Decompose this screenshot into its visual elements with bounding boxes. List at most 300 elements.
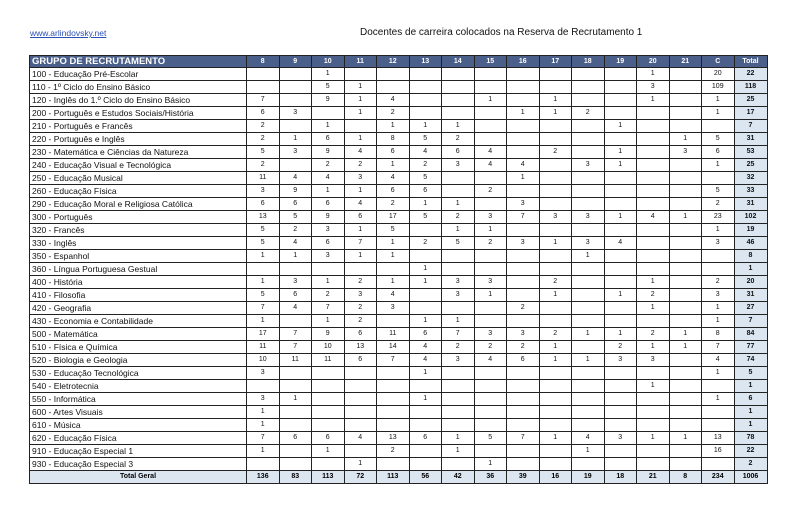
count-cell: 1 <box>637 276 670 289</box>
count-cell: 6 <box>702 146 735 159</box>
count-cell <box>377 419 410 432</box>
count-cell: 3 <box>637 354 670 367</box>
table-row <box>30 276 768 289</box>
count-cell <box>572 367 605 380</box>
count-cell: 1 <box>474 458 507 471</box>
count-cell: 1 <box>669 211 702 224</box>
count-cell: 2 <box>604 341 637 354</box>
count-cell: 3 <box>312 250 345 263</box>
count-cell: 9 <box>279 185 312 198</box>
column-header: 21 <box>669 56 702 68</box>
count-cell: 1 <box>279 250 312 263</box>
column-total-cell: 136 <box>247 471 280 484</box>
count-cell <box>637 315 670 328</box>
count-cell: 1 <box>312 120 345 133</box>
count-cell <box>474 315 507 328</box>
count-cell: 1 <box>409 198 442 211</box>
count-cell: 4 <box>344 146 377 159</box>
count-cell <box>637 224 670 237</box>
count-cell: 5 <box>474 432 507 445</box>
count-cell <box>669 237 702 250</box>
count-cell: 2 <box>539 328 572 341</box>
count-cell <box>474 107 507 120</box>
count-cell <box>637 367 670 380</box>
group-name-cell: 510 - Física e Química <box>30 341 247 354</box>
row-total-cell: 19 <box>734 224 767 237</box>
count-cell: 1 <box>702 315 735 328</box>
row-total-cell: 33 <box>734 185 767 198</box>
count-cell <box>669 354 702 367</box>
count-cell <box>637 250 670 263</box>
count-cell: 9 <box>312 94 345 107</box>
count-cell: 5 <box>279 211 312 224</box>
count-cell: 3 <box>669 146 702 159</box>
count-cell: 1 <box>669 328 702 341</box>
count-cell: 1 <box>247 419 280 432</box>
count-cell <box>702 172 735 185</box>
count-cell: 7 <box>279 341 312 354</box>
count-cell <box>572 198 605 211</box>
count-cell <box>669 367 702 380</box>
count-cell <box>669 445 702 458</box>
table-row <box>30 354 768 367</box>
count-cell: 13 <box>344 341 377 354</box>
count-cell: 1 <box>344 224 377 237</box>
table-row <box>30 393 768 406</box>
column-total-cell: 16 <box>539 471 572 484</box>
count-cell <box>279 406 312 419</box>
count-cell: 9 <box>312 211 345 224</box>
count-cell: 1 <box>637 94 670 107</box>
count-cell: 10 <box>312 341 345 354</box>
count-cell <box>474 172 507 185</box>
count-cell: 14 <box>377 341 410 354</box>
count-cell: 4 <box>702 354 735 367</box>
count-cell <box>669 120 702 133</box>
count-cell <box>507 289 540 302</box>
count-cell <box>539 302 572 315</box>
column-total-cell: 21 <box>637 471 670 484</box>
count-cell: 2 <box>247 133 280 146</box>
count-cell: 2 <box>442 133 475 146</box>
count-cell: 1 <box>344 250 377 263</box>
count-cell <box>474 302 507 315</box>
count-cell <box>344 68 377 81</box>
count-cell <box>637 445 670 458</box>
count-cell <box>377 406 410 419</box>
group-name-cell: 360 - Língua Portuguesa Gestual <box>30 263 247 276</box>
count-cell <box>637 185 670 198</box>
count-cell <box>507 120 540 133</box>
group-name-cell: 930 - Educação Especial 3 <box>30 458 247 471</box>
count-cell <box>442 263 475 276</box>
count-cell <box>572 94 605 107</box>
count-cell: 7 <box>507 432 540 445</box>
count-cell <box>669 107 702 120</box>
count-cell: 1 <box>442 445 475 458</box>
count-cell: 11 <box>247 172 280 185</box>
count-cell: 6 <box>279 432 312 445</box>
count-cell <box>409 380 442 393</box>
count-cell <box>669 406 702 419</box>
column-total-cell: 83 <box>279 471 312 484</box>
count-cell: 4 <box>377 172 410 185</box>
group-name-cell: 200 - Português e Estudos Sociais/História <box>30 107 247 120</box>
row-total-cell: 1 <box>734 380 767 393</box>
count-cell <box>539 185 572 198</box>
count-cell: 1 <box>539 107 572 120</box>
count-cell: 6 <box>312 432 345 445</box>
count-cell <box>409 445 442 458</box>
count-cell <box>409 94 442 107</box>
count-cell: 6 <box>377 185 410 198</box>
count-cell: 5 <box>409 211 442 224</box>
group-name-cell: 100 - Educação Pré-Escolar <box>30 68 247 81</box>
count-cell <box>702 250 735 263</box>
count-cell <box>539 159 572 172</box>
count-cell <box>669 81 702 94</box>
count-cell: 1 <box>702 159 735 172</box>
table-row <box>30 159 768 172</box>
count-cell <box>474 133 507 146</box>
count-cell: 2 <box>702 276 735 289</box>
group-name-cell: 400 - História <box>30 276 247 289</box>
website-link[interactable]: www.arlindovsky.net <box>30 28 107 38</box>
count-cell <box>604 94 637 107</box>
count-cell: 3 <box>247 367 280 380</box>
row-total-cell: 25 <box>734 94 767 107</box>
count-cell <box>279 68 312 81</box>
group-name-cell: 610 - Música <box>30 419 247 432</box>
count-cell: 2 <box>377 445 410 458</box>
group-name-cell: 550 - Informática <box>30 393 247 406</box>
count-cell: 6 <box>344 211 377 224</box>
count-cell: 5 <box>702 185 735 198</box>
row-total-cell: 20 <box>734 276 767 289</box>
count-cell: 6 <box>344 328 377 341</box>
table-row <box>30 341 768 354</box>
count-cell: 5 <box>409 133 442 146</box>
table-row <box>30 328 768 341</box>
count-cell <box>637 146 670 159</box>
count-cell <box>637 120 670 133</box>
count-cell <box>702 458 735 471</box>
count-cell: 4 <box>409 146 442 159</box>
table-row <box>30 120 768 133</box>
count-cell <box>539 315 572 328</box>
count-cell: 3 <box>442 289 475 302</box>
column-header: 16 <box>507 56 540 68</box>
count-cell <box>572 302 605 315</box>
count-cell: 1 <box>377 120 410 133</box>
count-cell <box>669 68 702 81</box>
count-cell <box>669 302 702 315</box>
count-cell <box>312 107 345 120</box>
group-name-cell: 110 - 1º Ciclo do Ensino Básico <box>30 81 247 94</box>
count-cell <box>409 81 442 94</box>
count-cell: 6 <box>247 198 280 211</box>
count-cell <box>572 81 605 94</box>
count-cell: 1 <box>702 107 735 120</box>
count-cell <box>377 380 410 393</box>
count-cell <box>669 276 702 289</box>
count-cell <box>604 445 637 458</box>
count-cell <box>604 458 637 471</box>
count-cell: 6 <box>344 354 377 367</box>
count-cell <box>604 250 637 263</box>
count-cell: 1 <box>247 276 280 289</box>
row-total-cell: 22 <box>734 445 767 458</box>
count-cell: 1 <box>702 367 735 380</box>
count-cell: 3 <box>474 328 507 341</box>
count-cell <box>669 198 702 211</box>
count-cell <box>409 419 442 432</box>
total-row <box>30 471 768 484</box>
table-row <box>30 315 768 328</box>
count-cell <box>507 406 540 419</box>
count-cell: 11 <box>377 328 410 341</box>
count-cell: 1 <box>442 198 475 211</box>
count-cell: 3 <box>507 328 540 341</box>
count-cell <box>377 263 410 276</box>
count-cell <box>247 380 280 393</box>
count-cell: 4 <box>377 289 410 302</box>
count-cell: 1 <box>474 289 507 302</box>
count-cell: 4 <box>507 159 540 172</box>
count-cell: 2 <box>507 302 540 315</box>
count-cell <box>539 120 572 133</box>
count-cell <box>247 263 280 276</box>
count-cell <box>539 68 572 81</box>
count-cell: 1 <box>442 315 475 328</box>
column-header: 8 <box>247 56 280 68</box>
count-cell <box>409 302 442 315</box>
row-total-cell: 53 <box>734 146 767 159</box>
count-cell <box>344 393 377 406</box>
table-row <box>30 263 768 276</box>
count-cell: 1 <box>604 146 637 159</box>
row-total-cell: 1 <box>734 419 767 432</box>
column-header: 14 <box>442 56 475 68</box>
count-cell: 9 <box>312 328 345 341</box>
group-name-cell: 330 - Inglês <box>30 237 247 250</box>
count-cell <box>377 458 410 471</box>
count-cell: 7 <box>442 328 475 341</box>
count-cell <box>247 81 280 94</box>
group-name-cell: 230 - Matemática e Ciências da Natureza <box>30 146 247 159</box>
count-cell <box>702 120 735 133</box>
count-cell <box>669 185 702 198</box>
column-total-cell: 72 <box>344 471 377 484</box>
count-cell <box>604 81 637 94</box>
count-cell: 8 <box>377 133 410 146</box>
row-total-cell: 1 <box>734 406 767 419</box>
count-cell: 5 <box>377 224 410 237</box>
count-cell: 3 <box>344 172 377 185</box>
count-cell: 7 <box>702 341 735 354</box>
count-cell: 1 <box>669 133 702 146</box>
count-cell: 1 <box>539 432 572 445</box>
table-row <box>30 406 768 419</box>
count-cell <box>539 445 572 458</box>
count-cell <box>702 263 735 276</box>
count-cell: 4 <box>604 237 637 250</box>
column-total-cell: 234 <box>702 471 735 484</box>
count-cell <box>442 94 475 107</box>
count-cell <box>474 419 507 432</box>
count-cell <box>539 419 572 432</box>
column-total-cell: 113 <box>377 471 410 484</box>
count-cell: 109 <box>702 81 735 94</box>
count-cell: 3 <box>604 354 637 367</box>
count-cell: 1 <box>247 315 280 328</box>
count-cell: 2 <box>702 198 735 211</box>
count-cell: 20 <box>702 68 735 81</box>
count-cell: 6 <box>507 354 540 367</box>
count-cell: 1 <box>474 94 507 107</box>
count-cell <box>572 393 605 406</box>
count-cell: 3 <box>279 276 312 289</box>
count-cell: 6 <box>409 185 442 198</box>
table-row <box>30 211 768 224</box>
count-cell <box>474 68 507 81</box>
count-cell: 5 <box>409 172 442 185</box>
count-cell <box>572 419 605 432</box>
count-cell: 1 <box>442 120 475 133</box>
count-cell: 4 <box>377 94 410 107</box>
count-cell <box>279 159 312 172</box>
count-cell <box>637 198 670 211</box>
count-cell <box>637 237 670 250</box>
row-total-cell: 118 <box>734 81 767 94</box>
count-cell <box>637 458 670 471</box>
count-cell: 1 <box>539 354 572 367</box>
count-cell <box>572 146 605 159</box>
row-total-cell: 46 <box>734 237 767 250</box>
count-cell <box>604 406 637 419</box>
count-cell <box>312 458 345 471</box>
row-total-cell: 74 <box>734 354 767 367</box>
count-cell: 1 <box>409 276 442 289</box>
count-cell: 2 <box>377 198 410 211</box>
column-header: 12 <box>377 56 410 68</box>
count-cell: 6 <box>409 432 442 445</box>
table-row <box>30 68 768 81</box>
count-cell <box>669 250 702 263</box>
count-cell: 7 <box>247 302 280 315</box>
table-row <box>30 224 768 237</box>
count-cell <box>442 393 475 406</box>
count-cell <box>572 276 605 289</box>
count-cell: 1 <box>604 289 637 302</box>
count-cell: 2 <box>474 237 507 250</box>
count-cell: 3 <box>474 276 507 289</box>
count-cell: 1 <box>377 237 410 250</box>
count-cell <box>279 315 312 328</box>
count-cell: 3 <box>539 211 572 224</box>
row-total-cell: 31 <box>734 133 767 146</box>
count-cell <box>507 81 540 94</box>
count-cell <box>572 224 605 237</box>
count-cell <box>279 380 312 393</box>
count-cell: 1 <box>442 224 475 237</box>
count-cell: 2 <box>474 341 507 354</box>
table-row <box>30 250 768 263</box>
count-cell: 5 <box>702 133 735 146</box>
count-cell <box>409 250 442 263</box>
count-cell: 7 <box>279 328 312 341</box>
count-cell: 23 <box>702 211 735 224</box>
count-cell <box>279 81 312 94</box>
count-cell: 1 <box>669 341 702 354</box>
count-cell: 1 <box>312 185 345 198</box>
column-header: 17 <box>539 56 572 68</box>
count-cell: 17 <box>377 211 410 224</box>
count-cell: 1 <box>344 185 377 198</box>
count-cell: 6 <box>312 133 345 146</box>
count-cell: 1 <box>474 224 507 237</box>
count-cell <box>637 159 670 172</box>
count-cell <box>442 419 475 432</box>
count-cell <box>669 94 702 107</box>
count-cell: 1 <box>312 276 345 289</box>
count-cell: 1 <box>572 354 605 367</box>
count-cell <box>312 406 345 419</box>
count-cell <box>474 393 507 406</box>
count-cell: 1 <box>669 432 702 445</box>
count-cell <box>604 380 637 393</box>
count-cell: 1 <box>637 380 670 393</box>
table-row <box>30 94 768 107</box>
count-cell <box>604 172 637 185</box>
count-cell <box>604 198 637 211</box>
count-cell: 1 <box>247 445 280 458</box>
column-total-cell: 19 <box>572 471 605 484</box>
count-cell <box>702 419 735 432</box>
count-cell <box>474 120 507 133</box>
row-total-cell: 1 <box>734 263 767 276</box>
group-name-cell: 540 - Eletrotecnia <box>30 380 247 393</box>
count-cell <box>539 250 572 263</box>
count-cell: 2 <box>312 289 345 302</box>
table-row <box>30 302 768 315</box>
column-header: 10 <box>312 56 345 68</box>
count-cell <box>572 68 605 81</box>
row-total-cell: 78 <box>734 432 767 445</box>
count-cell <box>572 458 605 471</box>
group-name-cell: 910 - Educação Especial 1 <box>30 445 247 458</box>
group-name-cell: 430 - Economia e Contabilidade <box>30 315 247 328</box>
count-cell: 9 <box>312 146 345 159</box>
count-cell: 2 <box>539 146 572 159</box>
count-cell <box>702 406 735 419</box>
table-row <box>30 380 768 393</box>
count-cell <box>604 68 637 81</box>
count-cell <box>539 393 572 406</box>
count-cell: 1 <box>539 94 572 107</box>
count-cell <box>572 133 605 146</box>
count-cell <box>539 406 572 419</box>
count-cell <box>539 133 572 146</box>
count-cell <box>539 458 572 471</box>
count-cell <box>442 302 475 315</box>
count-cell <box>572 263 605 276</box>
count-cell: 1 <box>637 302 670 315</box>
count-cell <box>409 107 442 120</box>
count-cell <box>442 107 475 120</box>
count-cell: 1 <box>409 120 442 133</box>
table-row <box>30 289 768 302</box>
